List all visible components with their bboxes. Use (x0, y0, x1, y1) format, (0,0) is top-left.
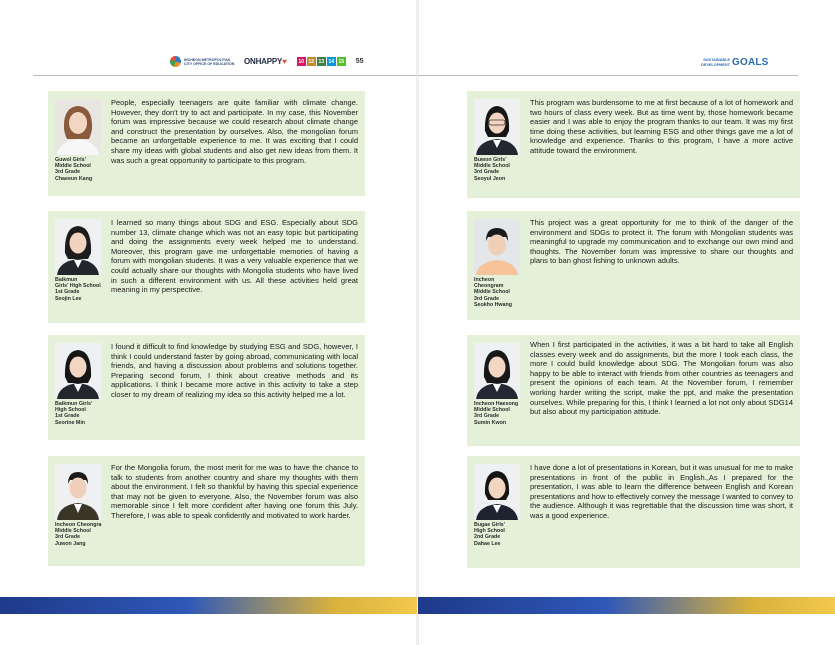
caption-line: Sumin Kwon (474, 419, 507, 426)
caption-line: Middle School (474, 407, 510, 414)
caption-line: Dahae Lee (474, 540, 501, 547)
caption-line: Seojin Lee (55, 295, 82, 302)
student-caption (474, 277, 532, 308)
office-of-education-logo (170, 56, 238, 67)
student-caption (55, 522, 113, 547)
office-of-education-emblem-icon (170, 56, 181, 67)
testimonial-card (467, 211, 800, 320)
caption-line: 3rd Grade (474, 413, 500, 420)
student-portrait-icon (474, 219, 520, 275)
caption-line: Girls' High School (55, 283, 101, 290)
goals-logo-text: GOALS (732, 57, 769, 68)
caption-line: 3rd Grade (55, 534, 81, 541)
student-portrait-icon (474, 464, 520, 520)
student-portrait-icon (474, 99, 520, 155)
caption-line: 3rd Grade (55, 169, 81, 176)
caption-line: 3rd Grade (474, 295, 500, 302)
student-portrait-icon (55, 464, 101, 520)
sdg-goals-logo (700, 57, 769, 68)
goals-small-line: DEVELOPMENT (701, 62, 730, 67)
testimonial-text: When I first participated in the activities, it was a bit hard to take all English classes every week and do assignments, but the more I took each class, the more I could build knowledge about SDG. The Mongolian forum was also happy to be able to interact with friends from other countries as teenagers and present the opinions of each team. At the November forum, I remember working harder writing the script, make the ppt, and make the presentation ourselves. While preparing for this, I think I learned a lot not only about SDG14 but also about my participation attitude. (530, 340, 793, 417)
student-caption (474, 157, 532, 182)
student-caption (55, 277, 113, 302)
sdg-icon-number: 10 (298, 58, 305, 65)
goals-logo-small-text (700, 58, 730, 66)
caption-line: Middle School (474, 289, 510, 296)
caption-line: 3rd Grade (474, 169, 500, 176)
caption-line: Middle School (55, 528, 91, 535)
left-page (0, 0, 417, 645)
testimonial-text: I learned so many things about SDG and ESG. Especially about SDG number 13, climate change which was not an easy topic but participating and doing the assignments every week helped me to understand. Moreover, this program gave me unforgettable memories of having a forum with mongolian students. It was a very valuable experience that we could actually share our thoughts with Mongolia students who have lived in such a different environment with us. All these activities held great meaning in my perspective. (111, 218, 358, 295)
testimonial-text: I have done a lot of presentations in Korean, but it was unusual for me to make presentations in front of the public in English.,As I prepared for the presentation, I was able to learn the difference between English and Korean presentations and how to effectively convey the message I wanted to convey to the audience. Although it was regrettable that the discussion time was short, it was a good experience. (530, 463, 793, 520)
caption-line: Cheongram (474, 283, 504, 290)
onhappy-logo-text: ONHAPPY (244, 57, 283, 66)
caption-line: Incheon Haesong (474, 401, 519, 407)
student-photo (55, 343, 101, 399)
caption-line: Baikmun (55, 277, 78, 283)
caption-line: Juwon Jang (55, 540, 86, 547)
testimonial-card (467, 91, 800, 198)
testimonial-card (48, 335, 365, 440)
caption-line: 1st Grade (55, 289, 80, 296)
testimonial-card (467, 456, 800, 568)
student-photo (474, 464, 520, 520)
testimonial-card (48, 456, 365, 566)
student-photo (474, 99, 520, 155)
testimonial-card (48, 211, 365, 323)
testimonial-card (48, 91, 365, 196)
student-caption (474, 522, 532, 547)
testimonial-text: This project was a great opportunity for me to think of the danger of the environment and SDGs to protect it. The forum with Mongolian students was meaningful to upgrade my communication and to exchange our own mind and thoughts. The November forum was impressive to share our thoughts and plans to ban ghost fishing to unknown adults. (530, 218, 793, 266)
caption-line: Bugae Girls' (474, 522, 505, 528)
onhappy-logo (244, 57, 287, 66)
testimonial-text: This program was burdensome to me at first because of a lot of homework and two hours of class every week. But as time went by, those homework became easier and I was able to enjoy the program thanks to our team. It was my first time doing these activities, but learning ESG and other things gave me a lot of knowledge and experience. Thanks to this program, I have a more active attitude toward the environment. (530, 98, 793, 155)
caption-line: Seokho Hwang (474, 301, 512, 308)
sdg-13-icon (317, 57, 326, 66)
caption-line: Guwol Girls' (55, 157, 86, 163)
footer-gradient-band-right (418, 597, 835, 614)
office-of-education-text: INCHEON METROPOLITAN CITY OFFICE OF EDUCATION (184, 57, 235, 66)
caption-line: 1st Grade (55, 413, 80, 420)
header-rule (418, 75, 798, 76)
sdg-icon-strip (297, 57, 346, 66)
student-photo (55, 99, 101, 155)
student-photo (474, 343, 520, 399)
page-number: 55 (355, 58, 364, 65)
sdg-icon-number: 14 (328, 58, 335, 65)
sdg-14-icon (327, 57, 336, 66)
caption-line: Buwon Girls' (474, 157, 507, 163)
sdg-10-icon (297, 57, 306, 66)
caption-line: Middle School (474, 163, 510, 170)
caption-line: 2nd Grade (474, 534, 501, 541)
header-rule (33, 75, 417, 76)
left-header-logos (170, 56, 364, 67)
testimonial-text: People, especially teenagers are quite familiar with climate change. However, they don't try to act and participate. In my case, this November forum was impressive because we could research about climate change and construct the presentation by ourselves. Also, the mongolian forum became an unforgettable experience to me. It was exciting that I could share my ideas with global students and also get new ideas from them. It was such a great opportunity to participate to this program. (111, 98, 358, 165)
right-page (418, 0, 835, 645)
sdg-icon-number: 12 (308, 58, 315, 65)
student-portrait-icon (55, 219, 101, 275)
caption-line: Incheon Cheongra (55, 522, 102, 528)
student-caption (474, 401, 532, 426)
student-photo (55, 219, 101, 275)
caption-line: Middle School (55, 163, 91, 170)
caption-line: High School (474, 528, 505, 535)
footer-gradient-band-left (0, 597, 417, 614)
sdg-icon-number: 15 (338, 58, 345, 65)
student-photo (474, 219, 520, 275)
heart-icon: ♥ (282, 57, 287, 66)
caption-line: Baikmun Girls' (55, 401, 93, 407)
student-photo (55, 464, 101, 520)
testimonial-text: I found it difficult to find knowledge by studying ESG and SDG, however, I think I could understand faster by going abroad, communicating with local friends, and having a discussion about problems and solutions together. Preparing second forum, I think about creative methods and its applications. I think I became more active in this activity to take a step closer to my dream of realizing my idea so this activity helped me a lot. (111, 342, 358, 399)
caption-line: High School (55, 407, 86, 414)
caption-line: Seoyul Jeon (474, 175, 506, 182)
student-caption (55, 401, 113, 426)
caption-line: Incheon (474, 277, 495, 283)
sdg-15-icon (337, 57, 346, 66)
student-caption (55, 157, 113, 182)
testimonial-card (467, 335, 800, 446)
goals-small-line: SUSTAINABLE (703, 58, 730, 63)
sdg-icon-number: 13 (318, 58, 325, 65)
testimonial-text: For the Mongolia forum, the most merit for me was to have the chance to talk to students from another country and share my thoughts with them about the environment. I felt so thankful by having this special experience that may not be given to everyone. Also, the November forum was also memorable since I felt more confident after having one forum this July. Therefore, I was able to speak confidently and motivated to work harder. (111, 463, 358, 520)
student-portrait-icon (55, 343, 101, 399)
sdg-12-icon (307, 57, 316, 66)
caption-line: Seorine Min (55, 419, 86, 426)
student-portrait-icon (55, 99, 101, 155)
caption-line: Chaeeun Kang (55, 175, 93, 182)
student-portrait-icon (474, 343, 520, 399)
